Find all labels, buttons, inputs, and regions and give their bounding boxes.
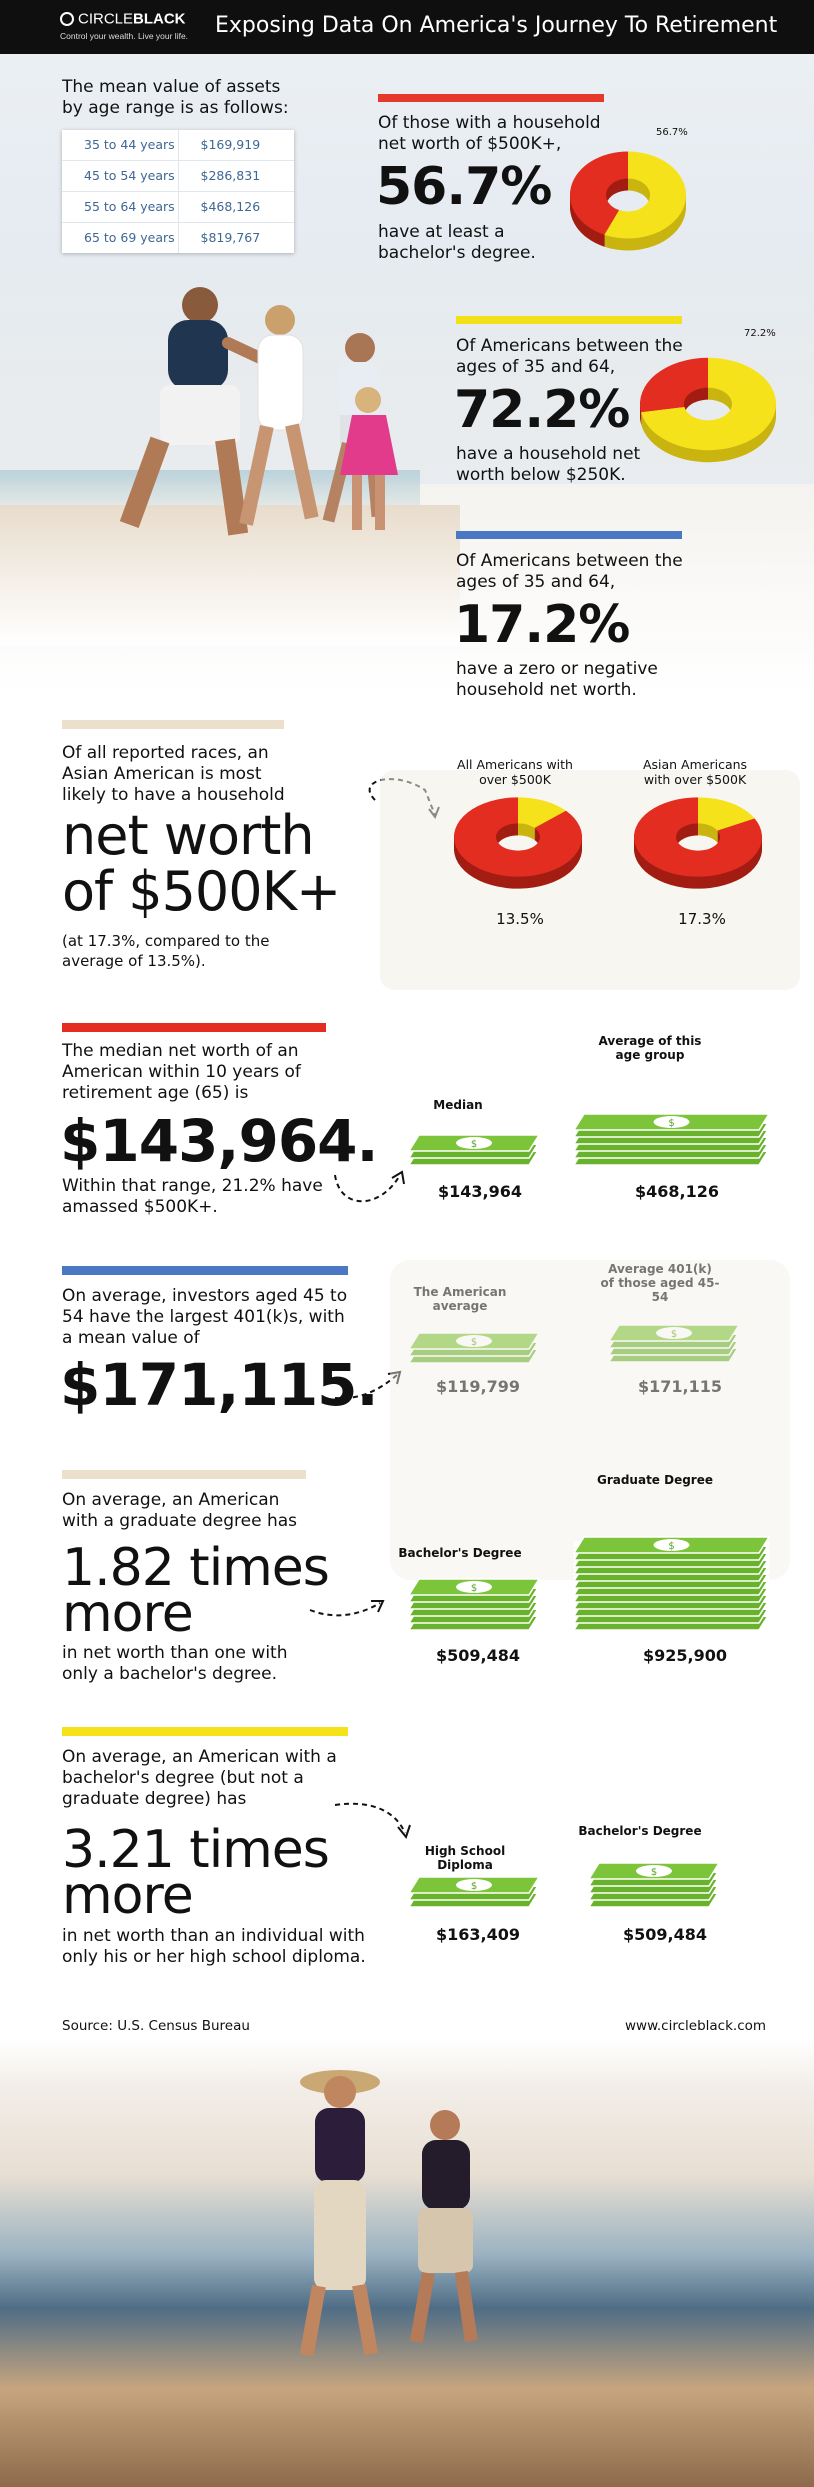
grad-big-line2: more — [62, 1584, 193, 1644]
stat1-accent-bar — [378, 94, 604, 102]
bach-right-value: $509,484 — [622, 1925, 707, 1944]
bach-left-label: High School Diploma — [424, 1844, 506, 1872]
race-donut2-chart — [628, 792, 768, 902]
asset-value-cell: $468,126 — [178, 192, 295, 222]
k401-big: $171,115. — [60, 1351, 378, 1419]
k401-accent-bar — [62, 1266, 348, 1275]
stat1-big: 56.7% — [376, 157, 552, 217]
table-row — [62, 223, 294, 253]
race-big-line2: of $500K+ — [62, 860, 341, 923]
highschool-cash-stack-icon — [405, 1862, 545, 1917]
website-link[interactable]: www.circleblack.com — [625, 2018, 767, 2034]
bach-pre: On average, an American with a bachelor's degree (but not a graduate degree) has — [62, 1747, 337, 1809]
race-donut2-title: Asian Americans with over $500K — [642, 757, 748, 787]
grad-accent-bar — [62, 1470, 306, 1479]
median-left-value: $143,964 — [437, 1182, 522, 1201]
dollar-sign-icon: $ — [470, 1337, 478, 1348]
dollar-sign-icon: $ — [668, 1118, 675, 1129]
grad-right-value: $925,900 — [642, 1646, 727, 1665]
dollar-sign-icon: $ — [470, 1139, 478, 1150]
bach-accent-bar — [62, 1727, 348, 1736]
dollar-sign-icon: $ — [470, 1583, 478, 1594]
stat1-pre: Of those with a household net worth of $500K+, — [378, 113, 601, 154]
race-accent-bar — [62, 720, 284, 729]
stat2-donut-remainder-slice — [640, 358, 708, 412]
dollar-sign-icon: $ — [668, 1541, 675, 1552]
logo-circle-icon — [60, 12, 74, 26]
assets-intro: The mean value of assets by age range is as follows: — [62, 77, 289, 118]
bach-right-label: Bachelor's Degree — [578, 1824, 702, 1838]
race-donut1-chart — [448, 792, 588, 902]
couple-figures — [250, 2050, 510, 2470]
stat1-post: have at least a bachelor's degree. — [378, 222, 536, 263]
stat2-pre: Of Americans between the ages of 35 and 64, — [456, 336, 683, 377]
median-accent-bar — [62, 1023, 326, 1032]
grad-big-line1: 1.82 times — [62, 1538, 329, 1598]
mother-figure — [239, 305, 318, 526]
stat2-big: 72.2% — [454, 380, 630, 440]
stat2-donut-chart — [636, 356, 786, 476]
brand-prefix: CIRCLE — [78, 10, 134, 28]
table-row — [62, 192, 294, 223]
source-credit: Source: U.S. Census Bureau — [62, 2018, 250, 2034]
race-donut1-title: All Americans with over $500K — [457, 757, 573, 787]
assets-table — [62, 130, 294, 253]
circleblack-logo[interactable] — [60, 10, 188, 41]
dashed-arrow-icon — [305, 1585, 395, 1625]
stat3-post: have a zero or negative household net worth. — [456, 659, 658, 700]
k401-right-value: $171,115 — [637, 1377, 722, 1396]
man-figure — [410, 2110, 478, 2343]
table-row — [62, 130, 294, 161]
median-pre: The median net worth of an American within 10 years of retirement age (65) is — [62, 1041, 301, 1103]
median-big: $143,964. — [60, 1107, 378, 1175]
asset-value-cell: $169,919 — [178, 130, 295, 160]
race-big-line1: net worth — [62, 804, 314, 867]
stat3-big: 17.2% — [454, 595, 630, 655]
stat1-donut-label: 56.7% — [656, 127, 688, 138]
k401-pre: On average, investors aged 45 to 54 have the largest 401(k)s, with a mean value of — [62, 1286, 348, 1348]
asset-value-cell: $286,831 — [178, 161, 295, 191]
median-left-label: Median — [433, 1098, 483, 1112]
race-donut1-value: 13.5% — [496, 910, 544, 928]
median-right-value: $468,126 — [634, 1182, 719, 1201]
k401-right-label: Average 401(k) of those aged 45-54 — [600, 1262, 720, 1304]
stat3-accent-bar — [456, 531, 682, 539]
stat1-donut-chart — [568, 140, 708, 270]
grad-left-value: $509,484 — [435, 1646, 520, 1665]
woman-figure — [300, 2070, 380, 2356]
bach-big-line2: more — [62, 1866, 193, 1926]
grad-left-label: Bachelor's Degree — [398, 1546, 522, 1560]
median-right-label: Average of this age group — [598, 1034, 702, 1062]
age-range-cell: 45 to 54 years — [84, 168, 175, 183]
brand-tagline: Control your wealth. Live your life. — [60, 31, 189, 41]
bach-big-line1: 3.21 times — [62, 1820, 329, 1880]
grad-post: in net worth than one with only a bachelor's degree. — [62, 1643, 288, 1684]
page-title: Exposing Data On America's Journey To Retirement — [215, 13, 778, 38]
stat3-pre: Of Americans between the ages of 35 and 64, — [456, 551, 683, 592]
stat2-donut-label: 72.2% — [744, 328, 776, 339]
race-note: (at 17.3%, compared to the average of 13.5%). — [62, 932, 270, 970]
median-post: Within that range, 21.2% have amassed $500K+. — [62, 1176, 323, 1217]
table-row — [62, 161, 294, 192]
average-cash-stack-icon — [570, 1065, 775, 1175]
bachelor-cash-stack-icon — [405, 1565, 545, 1640]
age-range-cell: 65 to 69 years — [84, 230, 175, 245]
stat2-accent-bar — [456, 316, 682, 324]
grad-right-label: Graduate Degree — [596, 1473, 714, 1487]
k401-left-label: The American average — [413, 1285, 507, 1313]
bachelor2-cash-stack-icon — [585, 1842, 725, 1917]
dollar-sign-icon: $ — [650, 1867, 658, 1878]
stat2-post: have a household net worth below $250K. — [456, 444, 641, 485]
median-cash-stack-icon — [405, 1115, 545, 1175]
family-photo — [0, 280, 460, 600]
graduate-cash-stack-icon — [570, 1490, 775, 1640]
bach-left-value: $163,409 — [435, 1925, 520, 1944]
race-intro: Of all reported races, an Asian American is most likely to have a household — [62, 743, 285, 805]
bach-post: in net worth than an individual with only his or her high school diploma. — [62, 1926, 366, 1967]
grad-pre: On average, an American with a graduate degree has — [62, 1490, 298, 1531]
brand-bold: BLACK — [133, 10, 186, 28]
k401-left-value: $119,799 — [435, 1377, 520, 1396]
race-donut2-value: 17.3% — [678, 910, 726, 928]
age-range-cell: 35 to 44 years — [84, 137, 175, 152]
dashed-arrow-icon — [330, 1795, 420, 1845]
dollar-sign-icon: $ — [470, 1881, 478, 1892]
dollar-sign-icon: $ — [670, 1329, 678, 1340]
age-range-cell: 55 to 64 years — [84, 199, 175, 214]
asset-value-cell: $819,767 — [178, 223, 295, 253]
